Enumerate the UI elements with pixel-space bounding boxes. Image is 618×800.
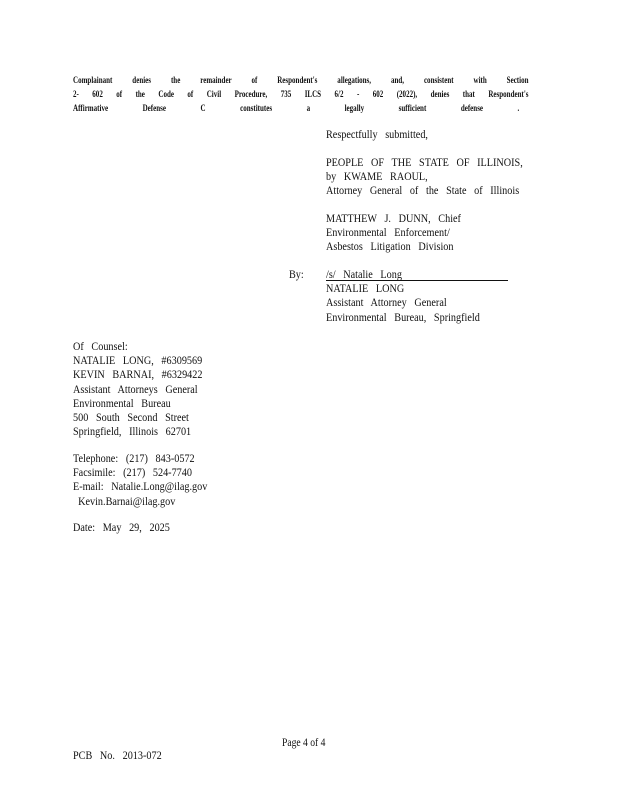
closing-respectfully <box>326 127 428 141</box>
party-name: PEOPLE OF THE STATE OF ILLINOIS, <box>326 155 523 169</box>
counsel-line: Springfield, Illinois 62701 <box>73 424 192 439</box>
date-line: Date: May 29, 2025 <box>73 520 170 534</box>
signer-bureau: Environmental Bureau, Springfield <box>326 309 480 324</box>
email-secondary: Kevin.Barnai@ilag.gov <box>78 493 176 508</box>
signature-underline <box>326 280 508 281</box>
counsel-line: KEVIN BARNAI, #6329422 <box>73 367 203 382</box>
signer-name: NATALIE LONG <box>326 281 405 296</box>
party-title: Attorney General of the State of Illinois <box>326 183 520 198</box>
counsel-line: 500 South Second Street <box>73 409 189 424</box>
contact-block <box>73 451 207 508</box>
signature-block <box>326 267 480 324</box>
party-block <box>326 155 523 198</box>
counsel-line: Assistant Attorneys General <box>73 381 198 396</box>
paragraph-line: 2- 602 of the Code of Civil Procedure, 735 ILCS 6/2 - 602 (2022), denies that Respondent's <box>73 89 529 99</box>
paragraph-line: Complainant denies the remainder of Respondent's allegations, and, consistent with Section <box>73 75 529 85</box>
by-label: By: <box>289 267 304 281</box>
chief-block <box>326 211 461 254</box>
party-by: by KWAME RAOUL, <box>326 169 428 184</box>
electronic-signature: /s/ Natalie Long <box>326 267 402 281</box>
date-block <box>73 520 170 534</box>
paragraph-line: Affirmative Defense C constitutes a legally sufficient defense . <box>73 103 520 113</box>
chief-subdivision: Asbestos Litigation Division <box>326 239 454 254</box>
body-paragraph <box>73 73 529 115</box>
facsimile: Facsimile: (217) 524-7740 <box>73 465 192 480</box>
case-number: PCB No. 2013-072 <box>73 748 162 762</box>
counsel-line: Environmental Bureau <box>73 395 171 410</box>
of-counsel-block <box>73 339 202 438</box>
signer-title: Assistant Attorney General <box>326 295 447 310</box>
email-primary: E-mail: Natalie.Long@ilag.gov <box>73 479 208 494</box>
of-counsel-heading: Of Counsel: <box>73 339 128 353</box>
page-number: Page 4 of 4 <box>282 735 326 749</box>
counsel-line: NATALIE LONG, #6309569 <box>73 353 203 368</box>
respectfully-submitted: Respectfully submitted, <box>326 127 428 141</box>
telephone: Telephone: (217) 843-0572 <box>73 451 195 465</box>
chief-name: MATTHEW J. DUNN, Chief <box>326 211 461 225</box>
chief-division: Environmental Enforcement/ <box>326 225 450 240</box>
